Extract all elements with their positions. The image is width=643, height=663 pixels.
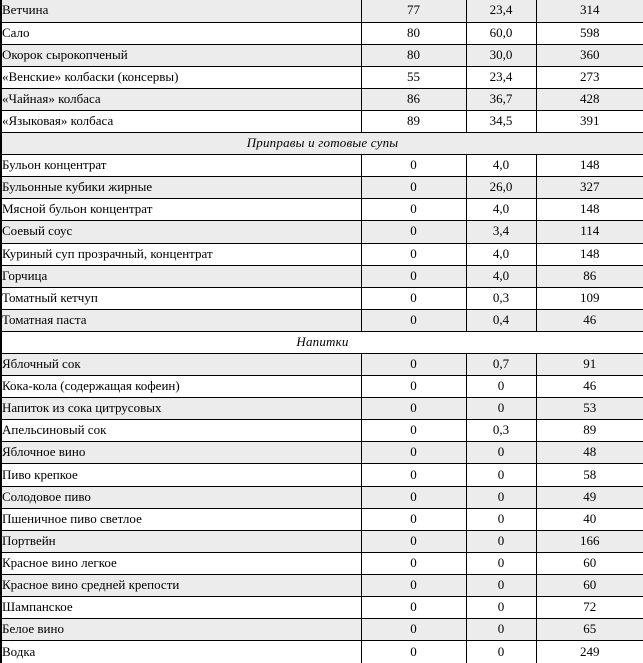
cell-product-name: Соевый соус bbox=[1, 221, 361, 243]
cell-value-2: 26,0 bbox=[466, 177, 536, 199]
cell-product-name: Ветчина bbox=[1, 0, 361, 22]
cell-value-2: 0,7 bbox=[466, 354, 536, 376]
cell-product-name: Водка bbox=[1, 641, 361, 663]
cell-product-name: Мясной бульон концентрат bbox=[1, 199, 361, 221]
cell-value-1: 0 bbox=[361, 177, 466, 199]
cell-value-2: 4,0 bbox=[466, 199, 536, 221]
table-section-header-row bbox=[1, 331, 643, 353]
cell-value-3: 428 bbox=[536, 88, 643, 110]
table-row bbox=[1, 243, 643, 265]
table-row bbox=[1, 221, 643, 243]
table-row bbox=[1, 530, 643, 552]
table-row bbox=[1, 420, 643, 442]
cell-product-name: Яблочное вино bbox=[1, 442, 361, 464]
cell-product-name: Томатная паста bbox=[1, 309, 361, 331]
cell-product-name: Солодовое пиво bbox=[1, 486, 361, 508]
cell-product-name: Пиво крепкое bbox=[1, 464, 361, 486]
cell-value-1: 86 bbox=[361, 88, 466, 110]
cell-product-name: Белое вино bbox=[1, 619, 361, 641]
cell-value-2: 23,4 bbox=[466, 0, 536, 22]
cell-value-3: 89 bbox=[536, 420, 643, 442]
cell-value-1: 0 bbox=[361, 508, 466, 530]
cell-value-2: 0,3 bbox=[466, 287, 536, 309]
table-row bbox=[1, 464, 643, 486]
table-row bbox=[1, 22, 643, 44]
cell-product-name: Напиток из сока цитрусовых bbox=[1, 398, 361, 420]
table-row bbox=[1, 442, 643, 464]
table-row bbox=[1, 597, 643, 619]
cell-value-2: 23,4 bbox=[466, 66, 536, 88]
table-row bbox=[1, 309, 643, 331]
cell-value-3: 148 bbox=[536, 199, 643, 221]
table-row bbox=[1, 552, 643, 574]
cell-value-1: 80 bbox=[361, 44, 466, 66]
cell-value-1: 0 bbox=[361, 420, 466, 442]
cell-value-1: 0 bbox=[361, 442, 466, 464]
cell-value-3: 598 bbox=[536, 22, 643, 44]
cell-value-1: 0 bbox=[361, 530, 466, 552]
cell-value-2: 4,0 bbox=[466, 243, 536, 265]
cell-value-2: 30,0 bbox=[466, 44, 536, 66]
table-row bbox=[1, 110, 643, 132]
cell-value-1: 0 bbox=[361, 486, 466, 508]
cell-value-3: 91 bbox=[536, 354, 643, 376]
cell-value-3: 46 bbox=[536, 309, 643, 331]
cell-value-3: 60 bbox=[536, 574, 643, 596]
cell-product-name: Томатный кетчуп bbox=[1, 287, 361, 309]
cell-value-1: 0 bbox=[361, 464, 466, 486]
cell-value-3: 360 bbox=[536, 44, 643, 66]
cell-value-3: 46 bbox=[536, 376, 643, 398]
table-row bbox=[1, 354, 643, 376]
cell-product-name: Сало bbox=[1, 22, 361, 44]
cell-value-3: 114 bbox=[536, 221, 643, 243]
cell-value-2: 0 bbox=[466, 376, 536, 398]
table-row bbox=[1, 177, 643, 199]
cell-product-name: Яблочный сок bbox=[1, 354, 361, 376]
table-section-header-row bbox=[1, 133, 643, 155]
cell-value-3: 49 bbox=[536, 486, 643, 508]
cell-value-1: 89 bbox=[361, 110, 466, 132]
cell-value-1: 80 bbox=[361, 22, 466, 44]
cell-value-3: 72 bbox=[536, 597, 643, 619]
cell-product-name: «Венские» колбаски (консервы) bbox=[1, 66, 361, 88]
cell-value-3: 249 bbox=[536, 641, 643, 663]
cell-value-3: 314 bbox=[536, 0, 643, 22]
table-row bbox=[1, 155, 643, 177]
cell-value-1: 77 bbox=[361, 0, 466, 22]
cell-value-3: 327 bbox=[536, 177, 643, 199]
table-row bbox=[1, 88, 643, 110]
cell-product-name: Красное вино легкое bbox=[1, 552, 361, 574]
cell-product-name: Пшеничное пиво светлое bbox=[1, 508, 361, 530]
table-row bbox=[1, 641, 643, 663]
cell-value-2: 0 bbox=[466, 641, 536, 663]
cell-value-1: 0 bbox=[361, 265, 466, 287]
cell-product-name: Куриный суп прозрачный, концентрат bbox=[1, 243, 361, 265]
cell-value-3: 166 bbox=[536, 530, 643, 552]
cell-value-2: 0 bbox=[466, 398, 536, 420]
cell-value-3: 86 bbox=[536, 265, 643, 287]
cell-value-2: 0 bbox=[466, 486, 536, 508]
cell-value-1: 0 bbox=[361, 597, 466, 619]
cell-value-1: 0 bbox=[361, 376, 466, 398]
cell-product-name: Бульонные кубики жирные bbox=[1, 177, 361, 199]
cell-value-1: 0 bbox=[361, 221, 466, 243]
cell-value-2: 4,0 bbox=[466, 155, 536, 177]
cell-product-name: Шампанское bbox=[1, 597, 361, 619]
section-header-label: Напитки bbox=[1, 331, 643, 353]
cell-product-name: Бульон концентрат bbox=[1, 155, 361, 177]
cell-value-2: 34,5 bbox=[466, 110, 536, 132]
table-row bbox=[1, 486, 643, 508]
cell-value-2: 0 bbox=[466, 552, 536, 574]
cell-value-2: 0 bbox=[466, 442, 536, 464]
table-row bbox=[1, 0, 643, 22]
cell-product-name: Красное вино средней крепости bbox=[1, 574, 361, 596]
cell-value-1: 0 bbox=[361, 155, 466, 177]
cell-value-1: 0 bbox=[361, 243, 466, 265]
table-row bbox=[1, 265, 643, 287]
cell-value-3: 148 bbox=[536, 243, 643, 265]
cell-value-3: 58 bbox=[536, 464, 643, 486]
cell-value-1: 0 bbox=[361, 354, 466, 376]
cell-value-2: 4,0 bbox=[466, 265, 536, 287]
cell-product-name: Кока-кола (содержащая кофеин) bbox=[1, 376, 361, 398]
table-row bbox=[1, 508, 643, 530]
cell-product-name: Горчица bbox=[1, 265, 361, 287]
table-row bbox=[1, 619, 643, 641]
cell-product-name: «Чайная» колбаса bbox=[1, 88, 361, 110]
cell-value-1: 0 bbox=[361, 199, 466, 221]
table-row bbox=[1, 199, 643, 221]
cell-value-2: 0 bbox=[466, 619, 536, 641]
cell-value-3: 48 bbox=[536, 442, 643, 464]
cell-value-1: 55 bbox=[361, 66, 466, 88]
cell-value-3: 148 bbox=[536, 155, 643, 177]
table-row bbox=[1, 574, 643, 596]
cell-value-1: 0 bbox=[361, 287, 466, 309]
cell-value-1: 0 bbox=[361, 574, 466, 596]
cell-value-1: 0 bbox=[361, 641, 466, 663]
cell-value-3: 40 bbox=[536, 508, 643, 530]
table-row bbox=[1, 376, 643, 398]
cell-value-3: 273 bbox=[536, 66, 643, 88]
cell-value-3: 60 bbox=[536, 552, 643, 574]
cell-product-name: «Языковая» колбаса bbox=[1, 110, 361, 132]
cell-value-2: 0 bbox=[466, 574, 536, 596]
table-row bbox=[1, 66, 643, 88]
cell-value-2: 0 bbox=[466, 508, 536, 530]
cell-value-2: 0 bbox=[466, 530, 536, 552]
table-row bbox=[1, 398, 643, 420]
cell-value-3: 109 bbox=[536, 287, 643, 309]
cell-value-2: 60,0 bbox=[466, 22, 536, 44]
cell-value-2: 0,3 bbox=[466, 420, 536, 442]
cell-value-2: 3,4 bbox=[466, 221, 536, 243]
cell-value-1: 0 bbox=[361, 619, 466, 641]
cell-product-name: Апельсиновый сок bbox=[1, 420, 361, 442]
table-row bbox=[1, 287, 643, 309]
cell-value-1: 0 bbox=[361, 552, 466, 574]
cell-product-name: Портвейн bbox=[1, 530, 361, 552]
section-header-label: Приправы и готовые супы bbox=[1, 133, 643, 155]
cell-value-3: 53 bbox=[536, 398, 643, 420]
table-body bbox=[1, 0, 643, 663]
cell-value-1: 0 bbox=[361, 398, 466, 420]
cell-value-2: 0,4 bbox=[466, 309, 536, 331]
cell-value-2: 36,7 bbox=[466, 88, 536, 110]
cell-value-2: 0 bbox=[466, 464, 536, 486]
cell-value-3: 65 bbox=[536, 619, 643, 641]
table-row bbox=[1, 44, 643, 66]
cell-value-2: 0 bbox=[466, 597, 536, 619]
cell-product-name: Окорок сырокопченый bbox=[1, 44, 361, 66]
cell-value-3: 391 bbox=[536, 110, 643, 132]
cell-value-1: 0 bbox=[361, 309, 466, 331]
